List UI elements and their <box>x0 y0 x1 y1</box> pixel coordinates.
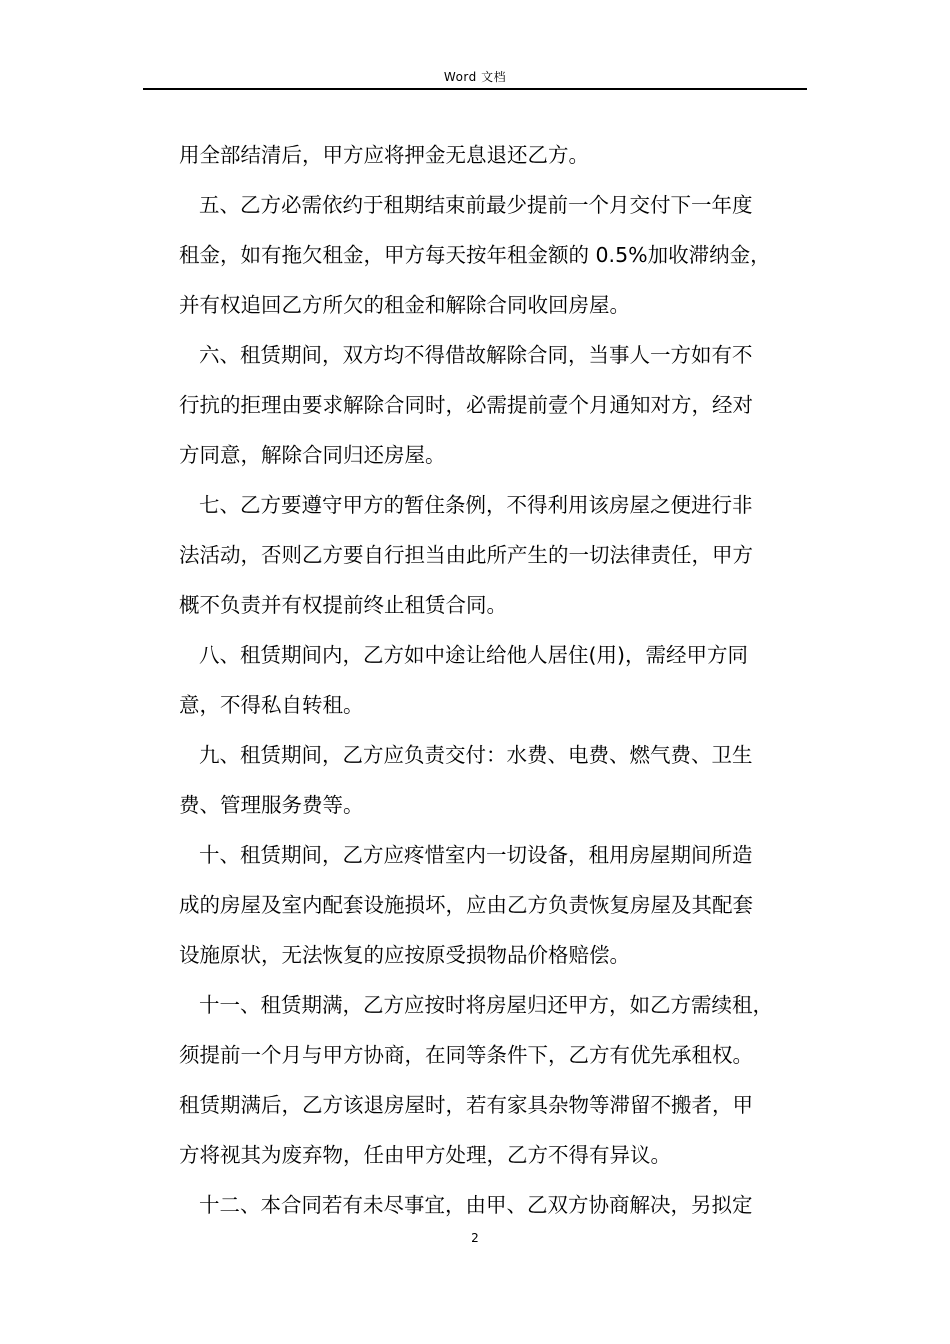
clause-8-line-1: 八、租赁期间内，乙方如中途让给他人居住(用)，需经甲方同 <box>199 643 748 667</box>
clause-10-line-3: 设施原状，无法恢复的应按原受损物品价格赔偿。 <box>179 943 630 967</box>
clause-9-line-1: 九、租赁期间，乙方应负责交付：水费、电费、燃气费、卫生 <box>199 743 753 767</box>
clause-10-line-1: 十、租赁期间，乙方应疼惜室内一切设备，租用房屋期间所造 <box>199 843 753 867</box>
clause-11-line-4: 方将视其为废弃物，任由甲方处理，乙方不得有异议。 <box>179 1143 671 1167</box>
clause-10-line-2: 成的房屋及室内配套设施损坏，应由乙方负责恢复房屋及其配套 <box>179 893 753 917</box>
clause-6-line-3: 方同意，解除合同归还房屋。 <box>179 443 446 467</box>
page-number: 2 <box>471 1231 479 1245</box>
clause-12-line-1: 十二、本合同若有未尽事宜，由甲、乙双方协商解决，另拟定 <box>199 1193 753 1217</box>
clause-11-line-2: 须提前一个月与甲方协商，在同等条件下，乙方有优先承租权。 <box>179 1043 753 1067</box>
clause-6-line-1: 六、租赁期间，双方均不得借故解除合同，当事人一方如有不 <box>199 343 753 367</box>
clause-11-line-3: 租赁期满后，乙方该退房屋时，若有家具杂物等滞留不搬者，甲 <box>179 1093 753 1117</box>
clause-8-line-2: 意，不得私自转租。 <box>179 693 364 717</box>
clause-7-line-1: 七、乙方要遵守甲方的暂住条例，不得利用该房屋之便进行非 <box>199 493 753 517</box>
clause-6-line-2: 行抗的拒理由要求解除合同时，必需提前壹个月通知对方，经对 <box>179 393 753 417</box>
clause-5-line-1: 五、乙方必需依约于租期结束前最少提前一个月交付下一年度 <box>199 193 753 217</box>
header-title: Word 文档 <box>443 70 507 84</box>
text-line: 用全部结清后，甲方应将押金无息退还乙方。 <box>179 143 589 167</box>
clause-11-line-1: 十一、租赁期满，乙方应按时将房屋归还甲方，如乙方需续租， <box>199 993 773 1017</box>
page-header <box>143 66 807 90</box>
clause-7-line-3: 概不负责并有权提前终止租赁合同。 <box>179 593 507 617</box>
clause-7-line-2: 法活动，否则乙方要自行担当由此所产生的一切法律责任，甲方 <box>179 543 753 567</box>
clause-5-line-2: 租金，如有拖欠租金，甲方每天按年租金额的 0.5%加收滞纳金， <box>179 243 771 267</box>
document-body <box>179 130 805 1230</box>
clause-5-line-3: 并有权追回乙方所欠的租金和解除合同收回房屋。 <box>179 293 630 317</box>
clause-9-line-2: 费、管理服务费等。 <box>179 793 364 817</box>
